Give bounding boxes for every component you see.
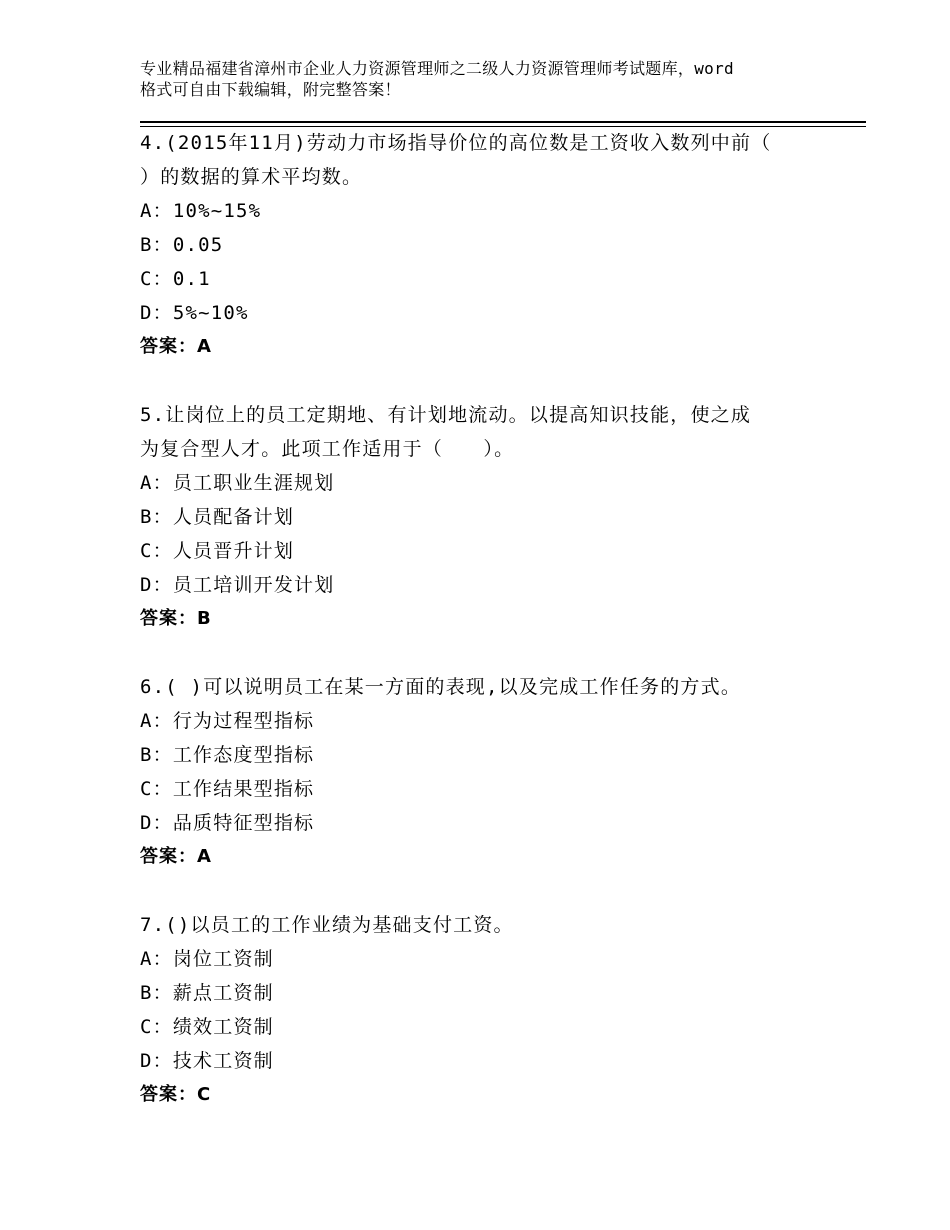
option-text: 行为过程型指标	[172, 710, 315, 732]
option-key: C：	[140, 540, 173, 562]
option-b	[140, 976, 840, 1010]
option-key: B：	[140, 506, 173, 528]
option-a	[140, 466, 840, 500]
question-stem-line: 6.( )可以说明员工在某一方面的表现,以及完成工作任务的方式。	[140, 676, 742, 698]
option-a	[140, 942, 840, 976]
answer-label: 答案：C	[140, 1084, 212, 1105]
answer-label: 答案：A	[140, 336, 212, 357]
option-key: A：	[140, 948, 173, 970]
option-d	[140, 296, 840, 330]
question-7	[140, 908, 840, 1112]
option-b	[140, 500, 840, 534]
option-text: 技术工资制	[172, 1050, 274, 1072]
option-d	[140, 568, 840, 602]
option-key: A：	[140, 710, 173, 732]
question-stem-line: 为复合型人才。此项工作适用于（ ）。	[140, 438, 515, 460]
option-key: A：	[140, 200, 173, 222]
option-text: 人员晋升计划	[172, 540, 295, 562]
option-c	[140, 534, 840, 568]
option-text: 员工职业生涯规划	[172, 472, 335, 494]
question-stem-line: 4.(2015年11月)劳动力市场指导价位的高位数是工资收入数列中前（	[140, 132, 772, 154]
option-text: 品质特征型指标	[172, 812, 315, 834]
option-c	[140, 1010, 840, 1044]
option-text: 0.1	[172, 268, 211, 290]
option-key: B：	[140, 234, 173, 256]
page-header	[140, 58, 840, 100]
option-text: 人员配备计划	[172, 506, 295, 528]
option-key: C：	[140, 1016, 173, 1038]
question-5	[140, 398, 840, 636]
question-4	[140, 126, 840, 364]
question-spacer	[140, 874, 840, 908]
option-key: C：	[140, 268, 173, 290]
option-key: B：	[140, 982, 173, 1004]
header-line-1: 专业精品福建省漳州市企业人力资源管理师之二级人力资源管理师考试题库，word	[140, 59, 734, 78]
option-text: 工作态度型指标	[172, 744, 315, 766]
question-spacer	[140, 364, 840, 398]
option-text: 10%~15%	[172, 200, 262, 222]
question-6	[140, 670, 840, 874]
question-stem-line: ）的数据的算术平均数。	[140, 166, 363, 188]
option-c	[140, 262, 840, 296]
option-key: D：	[140, 1050, 173, 1072]
header-line-2: 格式可自由下载编辑，附完整答案！	[140, 80, 401, 99]
option-b	[140, 228, 840, 262]
option-c	[140, 772, 840, 806]
answer-label: 答案：A	[140, 846, 212, 867]
option-key: A：	[140, 472, 173, 494]
question-list	[140, 126, 840, 1112]
option-b	[140, 738, 840, 772]
answer-label: 答案：B	[140, 608, 212, 629]
option-text: 岗位工资制	[172, 948, 274, 970]
option-text: 0.05	[172, 234, 224, 256]
question-stem-line: 7.()以员工的工作业绩为基础支付工资。	[140, 914, 514, 936]
question-stem-line: 5.让岗位上的员工定期地、有计划地流动。以提高知识技能，使之成	[140, 404, 752, 426]
option-text: 绩效工资制	[172, 1016, 274, 1038]
option-text: 5%~10%	[172, 302, 249, 324]
option-d	[140, 1044, 840, 1078]
option-a	[140, 194, 840, 228]
option-a	[140, 704, 840, 738]
option-d	[140, 806, 840, 840]
option-text: 薪点工资制	[172, 982, 274, 1004]
header-divider-thick	[140, 121, 866, 123]
option-key: D：	[140, 302, 173, 324]
option-text: 员工培训开发计划	[172, 574, 335, 596]
option-key: D：	[140, 812, 173, 834]
option-text: 工作结果型指标	[172, 778, 315, 800]
option-key: D：	[140, 574, 173, 596]
option-key: C：	[140, 778, 173, 800]
option-key: B：	[140, 744, 173, 766]
question-spacer	[140, 636, 840, 670]
